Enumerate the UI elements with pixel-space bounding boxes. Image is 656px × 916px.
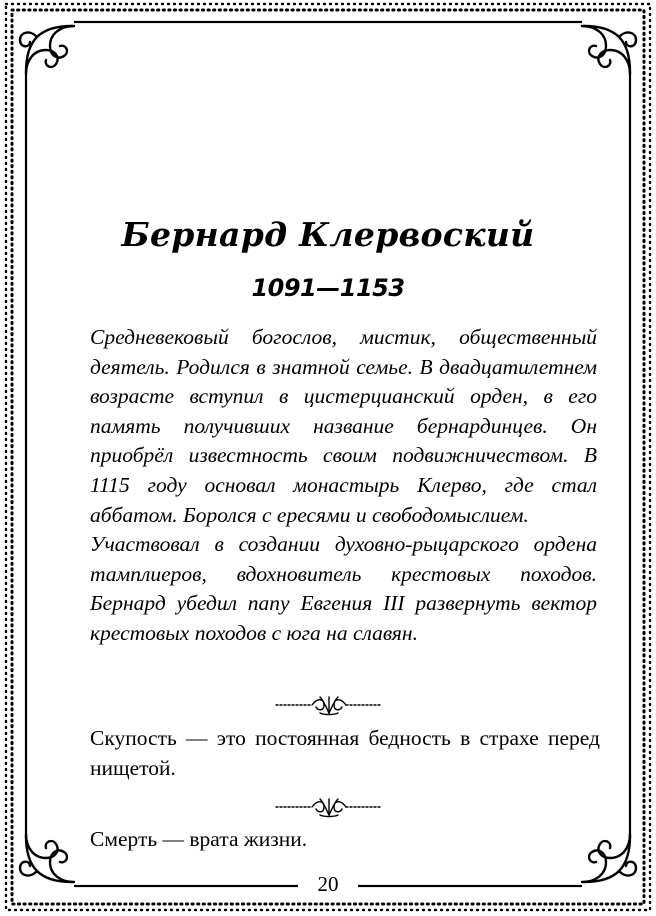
divider-ornament-icon [274, 693, 384, 717]
bio-paragraph: Средневековый богослов, мистик, общественный деятель. Родился в знатной семье. В двадцатилетнем возрасте вступил в цистерцианский орден, в его память получивших название бернардинцев. Он приобрёл известность своим подвижничеством. В 1115 году основал монастырь Клерво, где стал аббатом. Боролся с ересями и свободомыслием. [90, 325, 597, 527]
bio-paragraph: Участвовал в создании духовно-рыцарского ордена тамплиеров, вдохновитель крестовых походов. Бернард убедил папу Евгения III развернуть вектор крестовых походов с юга на славян. [90, 532, 597, 645]
quote-text: Скупость — это постоянная бедность в страхе перед нищетой. [90, 726, 600, 780]
quote-text: Смерть — врата жизни. [90, 827, 308, 851]
biography [90, 323, 597, 649]
divider-ornament-icon [274, 795, 384, 819]
page-title: Бернард Клервоский [121, 215, 535, 254]
life-years: 1091—1153 [251, 274, 405, 302]
page-number: 20 [298, 872, 358, 897]
